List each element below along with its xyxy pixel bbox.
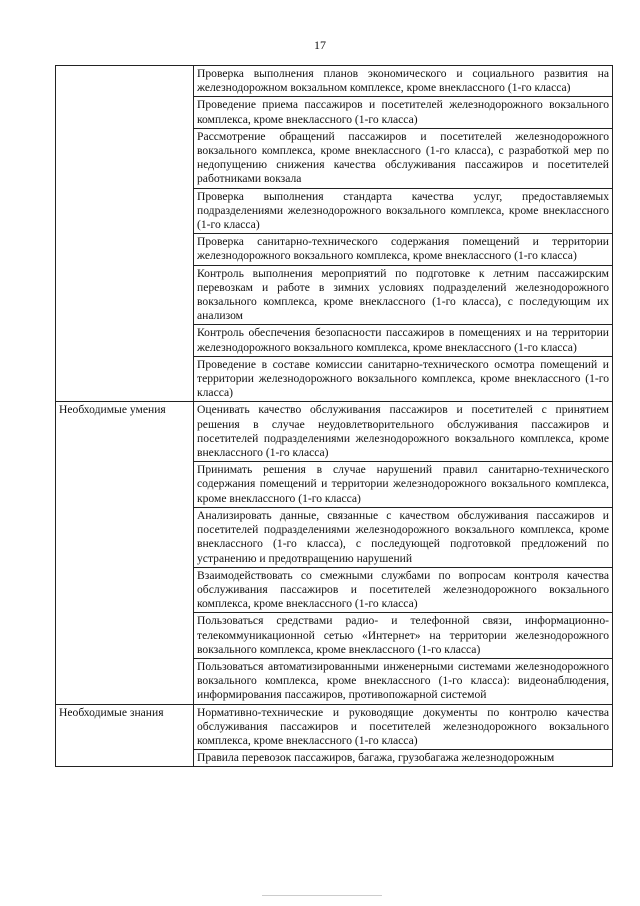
list-item: Пользоваться средствами радио- и телефонной связи, информационно-телекоммуникационной сетью «Интернет» на территории железнодорожного вокзального комплекса, кроме внеклассного (1-го класса): [194, 613, 613, 659]
list-item: Нормативно-технические и руководящие документы по контролю качества обслуживания пассажиров и посетителей железнодорожного вокзального комплекса, кроме внеклассного (1-го класса): [194, 704, 613, 750]
list-item: Пользоваться автоматизированными инженерными системами железнодорожного вокзального комплекса, кроме внеклассного (1-го класса): видеонаблюдения, информирования пассажиров, противопожарной системой: [194, 658, 613, 704]
list-item: Проверка санитарно-технического содержания помещений и территории железнодорожного вокзального комплекса, кроме внеклассного (1-го класса): [194, 234, 613, 265]
scan-artifact: [262, 895, 382, 906]
list-item-text: Правила перевозок пассажиров, багажа, грузобагажа железнодорожным: [197, 751, 555, 765]
table-row: [56, 402, 613, 462]
list-item: Контроль обеспечения безопасности пассажиров в помещениях и на территории железнодорожного вокзального комплекса, кроме внеклассного (1-го класса): [194, 325, 613, 356]
empty-label-cell: [56, 66, 194, 402]
table-row: [56, 66, 613, 97]
list-item: Проведение приема пассажиров и посетителей железнодорожного вокзального комплекса, кроме внеклассного (1-го класса): [194, 97, 613, 128]
list-item: Контроль выполнения мероприятий по подготовке к летним пассажирским перевозкам и работе в зимних условиях подразделений железнодорожного вокзального комплекса, кроме внеклассного (1-го класса), с последующим их анализом: [194, 265, 613, 325]
list-item: Анализировать данные, связанные с качеством обслуживания пассажиров и посетителей подразделениями железнодорожного вокзального комплекса, кроме внеклассного (1-го класса), с последующей подготовкой предложений по устранению и предотвращению нарушений: [194, 507, 613, 567]
list-item: Взаимодействовать со смежными службами по вопросам контроля качества обслуживания пассажиров и посетителей железнодорожного вокзального комплекса, кроме внеклассного (1-го класса): [194, 567, 613, 613]
list-item: Принимать решения в случае нарушений правил санитарно-технического содержания помещений и территории железнодорожного вокзального комплекса, кроме внеклассного (1-го класса): [194, 462, 613, 508]
list-item: Проверка выполнения стандарта качества услуг, предоставляемых подразделениями железнодорожного вокзального комплекса, кроме внеклассного (1-го класса): [194, 188, 613, 234]
knowledge-label: Необходимые знания: [56, 704, 194, 767]
competency-table: [55, 65, 613, 767]
list-item: Оценивать качество обслуживания пассажиров и посетителей с принятием решения в случае неудовлетворительного обслуживания пассажиров и посетителей подразделениями железнодорожного вокзального комплекса, кроме внеклассного (1-го класса): [194, 402, 613, 462]
page-number: 17: [314, 38, 326, 52]
list-item: Рассмотрение обращений пассажиров и посетителей железнодорожного вокзального комплекса, кроме внеклассного (1-го класса), с разработкой мер по недопущению снижения качества обслуживания пассажиров и посетителей работниками вокзала: [194, 128, 613, 188]
skills-label: Необходимые умения: [56, 402, 194, 704]
table-row: [56, 704, 613, 750]
list-item: Проведение в составе комиссии санитарно-технического осмотра помещений и территории железнодорожного вокзального комплекса, кроме внеклассного (1-го класса): [194, 356, 613, 402]
list-item: [194, 750, 613, 767]
list-item: Проверка выполнения планов экономического и социального развития на железнодорожном вокзальном комплексе, кроме внеклассного (1-го класса): [194, 66, 613, 97]
